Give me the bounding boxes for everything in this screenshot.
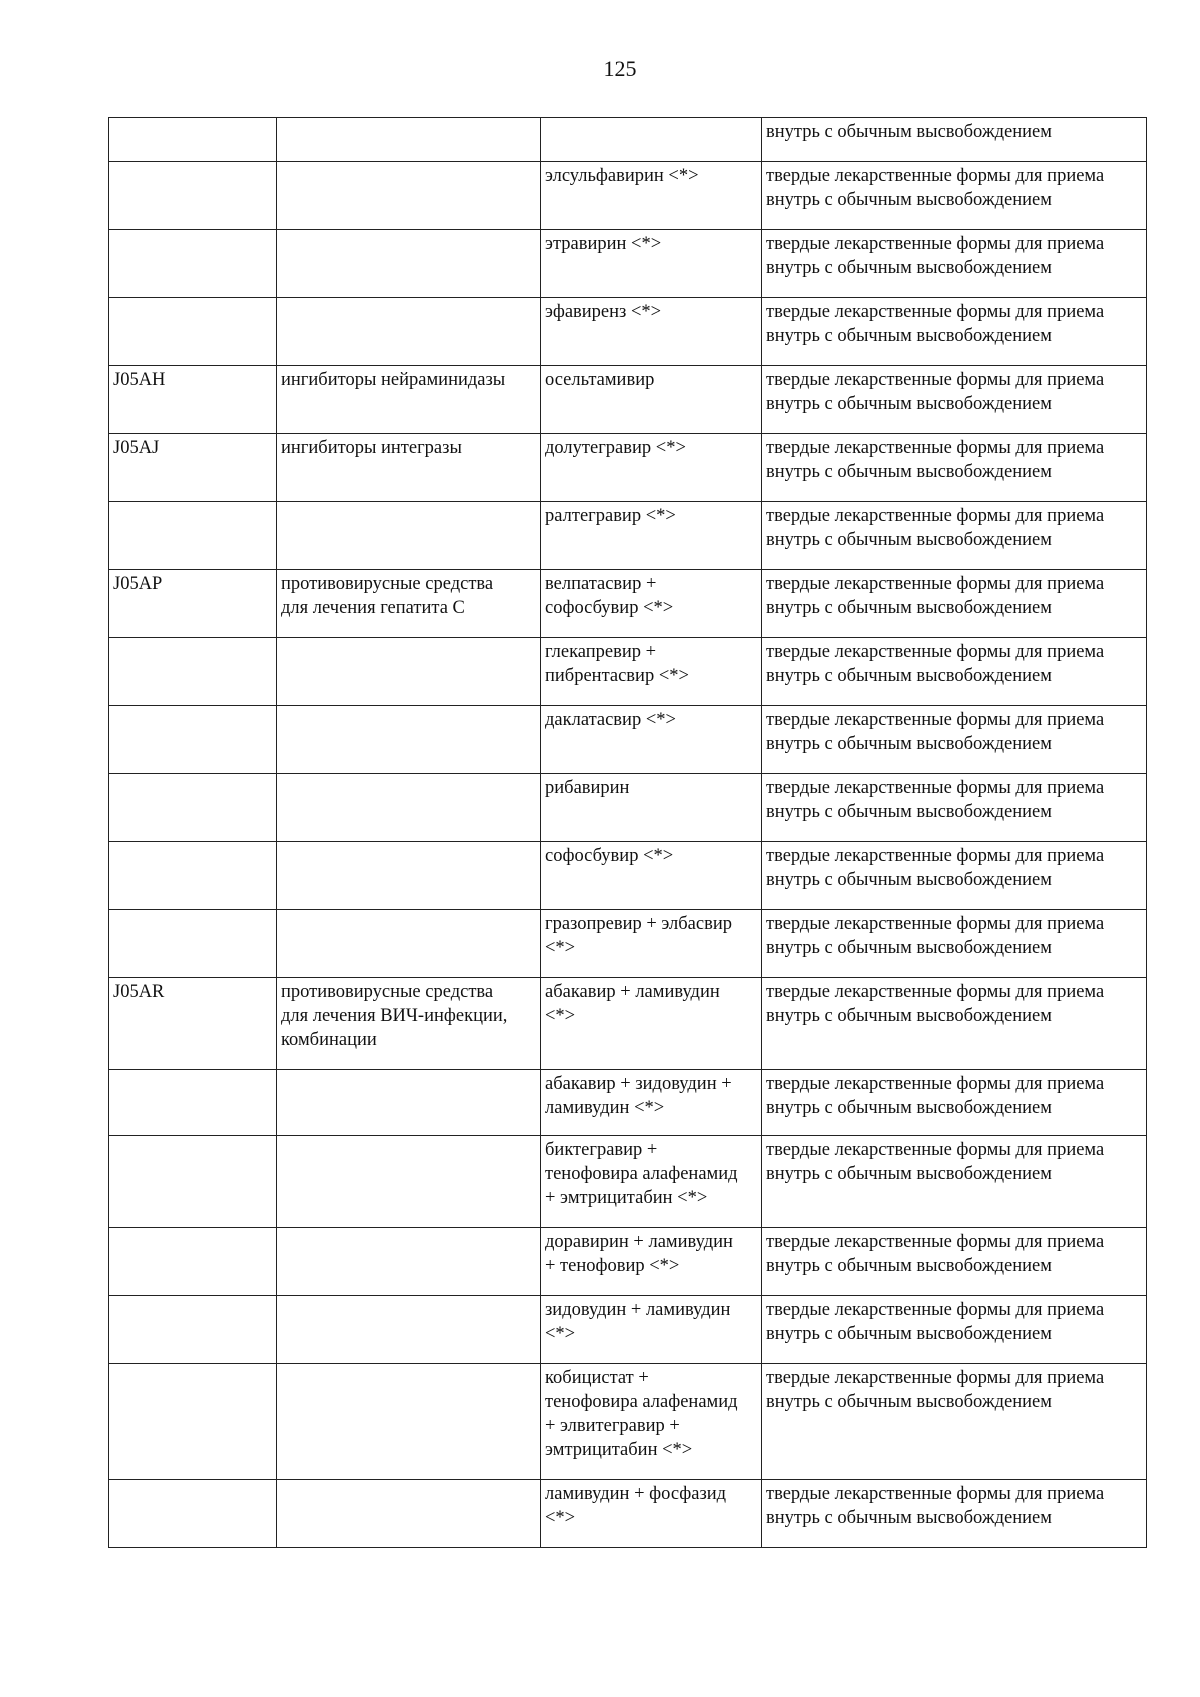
drug-name-cell <box>541 706 762 774</box>
dosage-form-cell-text: твердые лекарственные формы для приема внутрь с обычным высвобождением <box>766 1484 1105 1528</box>
drug-name-cell <box>541 1136 762 1228</box>
group-name-cell <box>277 502 541 570</box>
group-name-cell <box>277 118 541 162</box>
dosage-form-cell <box>762 298 1147 366</box>
dosage-form-cell <box>762 1480 1147 1548</box>
dosage-form-cell <box>762 1136 1147 1228</box>
dosage-form-cell-text: твердые лекарственные формы для приема внутрь с обычным высвобождением <box>766 574 1105 618</box>
dosage-form-cell <box>762 638 1147 706</box>
atc-code-cell-text: J05AP <box>113 574 163 594</box>
dosage-form-cell-text: твердые лекарственные формы для приема внутрь с обычным высвобождением <box>766 1232 1105 1276</box>
drug-name-cell <box>541 638 762 706</box>
group-name-cell-text: ингибиторы нейраминидазы <box>281 370 506 390</box>
table-body <box>109 118 1147 1548</box>
dosage-form-cell-text: твердые лекарственные формы для приема внутрь с обычным высвобождением <box>766 1368 1105 1412</box>
drug-name-cell-text: абакавир + зидовудин + ламивудин <*> <box>545 1074 732 1118</box>
atc-code-cell-text: J05AH <box>113 370 166 390</box>
atc-code-cell <box>109 230 277 298</box>
dosage-form-cell-text: твердые лекарственные формы для приема внутрь с обычным высвобождением <box>766 1300 1105 1344</box>
drug-name-cell <box>541 502 762 570</box>
group-name-cell <box>277 842 541 910</box>
group-name-cell-text: противовирусные средства для лечения гепатита С <box>281 574 494 618</box>
atc-code-cell <box>109 1136 277 1228</box>
drug-name-cell-text: элсульфавирин <*> <box>545 166 699 186</box>
dosage-form-cell-text: твердые лекарственные формы для приема внутрь с обычным высвобождением <box>766 982 1105 1026</box>
atc-code-cell <box>109 1364 277 1480</box>
table-row <box>109 570 1147 638</box>
drug-name-cell <box>541 230 762 298</box>
drug-name-cell <box>541 1480 762 1548</box>
group-name-cell <box>277 638 541 706</box>
atc-code-cell <box>109 434 277 502</box>
drug-name-cell-text: осельтамивир <box>545 370 655 390</box>
dosage-form-cell-text: твердые лекарственные формы для приема внутрь с обычным высвобождением <box>766 778 1105 822</box>
dosage-form-cell <box>762 366 1147 434</box>
atc-code-cell <box>109 118 277 162</box>
dosage-form-cell-text: твердые лекарственные формы для приема внутрь с обычным высвобождением <box>766 710 1105 754</box>
atc-code-cell <box>109 978 277 1070</box>
table-row <box>109 118 1147 162</box>
drug-name-cell-text: гразопревир + элбасвир <*> <box>545 914 732 958</box>
atc-code-cell <box>109 1296 277 1364</box>
dosage-form-cell <box>762 1296 1147 1364</box>
dosage-form-cell <box>762 1070 1147 1136</box>
drug-name-cell <box>541 434 762 502</box>
group-name-cell <box>277 1136 541 1228</box>
dosage-form-cell-text: твердые лекарственные формы для приема внутрь с обычным высвобождением <box>766 914 1105 958</box>
dosage-form-cell <box>762 502 1147 570</box>
dosage-form-cell-text: твердые лекарственные формы для приема внутрь с обычным высвобождением <box>766 302 1105 346</box>
dosage-form-cell-text: твердые лекарственные формы для приема внутрь с обычным высвобождением <box>766 1140 1105 1184</box>
atc-code-cell <box>109 570 277 638</box>
dosage-form-cell <box>762 570 1147 638</box>
group-name-cell <box>277 230 541 298</box>
group-name-cell <box>277 1480 541 1548</box>
drug-name-cell-text: софосбувир <*> <box>545 846 674 866</box>
dosage-form-cell <box>762 774 1147 842</box>
drug-name-cell-text: этравирин <*> <box>545 234 662 254</box>
atc-code-cell <box>109 366 277 434</box>
table-row <box>109 706 1147 774</box>
group-name-cell <box>277 910 541 978</box>
group-name-cell <box>277 1228 541 1296</box>
atc-code-cell <box>109 638 277 706</box>
drug-name-cell-text: биктегравир + тенофовира алафенамид + эмтрицитабин <*> <box>545 1140 738 1208</box>
group-name-cell <box>277 706 541 774</box>
group-name-cell <box>277 298 541 366</box>
group-name-cell-text: противовирусные средства для лечения ВИЧ-инфекции, комбинации <box>281 982 508 1050</box>
drug-name-cell <box>541 298 762 366</box>
drug-name-cell-text: рибавирин <box>545 778 630 798</box>
drug-name-cell-text: ралтегравир <*> <box>545 506 676 526</box>
drug-name-cell <box>541 162 762 230</box>
drug-name-cell <box>541 978 762 1070</box>
drug-name-cell-text: ламивудин + фосфазид <*> <box>545 1484 727 1528</box>
atc-code-cell-text: J05AJ <box>113 438 160 458</box>
dosage-form-cell <box>762 118 1147 162</box>
drug-name-cell-text: велпатасвир + софосбувир <*> <box>545 574 674 618</box>
group-name-cell <box>277 1364 541 1480</box>
group-name-cell <box>277 366 541 434</box>
atc-code-cell <box>109 774 277 842</box>
drug-name-cell <box>541 1070 762 1136</box>
drug-name-cell <box>541 1364 762 1480</box>
table-row <box>109 1480 1147 1548</box>
atc-code-cell <box>109 162 277 230</box>
group-name-cell-text: ингибиторы интегразы <box>281 438 462 458</box>
table-row <box>109 638 1147 706</box>
group-name-cell <box>277 1296 541 1364</box>
dosage-form-cell-text: твердые лекарственные формы для приема внутрь с обычным высвобождением <box>766 1074 1105 1118</box>
drug-name-cell-text: глекапревир + пибрентасвир <*> <box>545 642 689 686</box>
atc-code-cell <box>109 1070 277 1136</box>
dosage-form-cell <box>762 978 1147 1070</box>
table-row <box>109 1228 1147 1296</box>
dosage-form-cell <box>762 230 1147 298</box>
dosage-form-cell <box>762 842 1147 910</box>
drug-name-cell-text: даклатасвир <*> <box>545 710 676 730</box>
drug-name-cell <box>541 774 762 842</box>
table-row <box>109 434 1147 502</box>
table-row <box>109 1136 1147 1228</box>
table-row <box>109 1070 1147 1136</box>
atc-code-cell <box>109 910 277 978</box>
dosage-form-cell-text: твердые лекарственные формы для приема внутрь с обычным высвобождением <box>766 234 1105 278</box>
dosage-form-cell <box>762 162 1147 230</box>
drug-name-cell <box>541 366 762 434</box>
table-row <box>109 298 1147 366</box>
atc-code-cell <box>109 298 277 366</box>
atc-code-cell <box>109 842 277 910</box>
dosage-form-cell <box>762 1364 1147 1480</box>
drug-name-cell <box>541 118 762 162</box>
group-name-cell <box>277 434 541 502</box>
dosage-form-cell <box>762 1228 1147 1296</box>
dosage-form-cell <box>762 434 1147 502</box>
drug-table <box>108 117 1147 1548</box>
dosage-form-cell-text: твердые лекарственные формы для приема внутрь с обычным высвобождением <box>766 506 1105 550</box>
dosage-form-cell <box>762 706 1147 774</box>
drug-name-cell <box>541 1296 762 1364</box>
table-row <box>109 842 1147 910</box>
drug-name-cell-text: кобицистат + тенофовира алафенамид + элвитегравир + эмтрицитабин <*> <box>545 1368 738 1460</box>
group-name-cell <box>277 570 541 638</box>
table-row <box>109 774 1147 842</box>
atc-code-cell <box>109 1228 277 1296</box>
table-row <box>109 502 1147 570</box>
table-row <box>109 1364 1147 1480</box>
atc-code-cell <box>109 706 277 774</box>
atc-code-cell <box>109 1480 277 1548</box>
drug-name-cell-text: доравирин + ламивудин + тенофовир <*> <box>545 1232 733 1276</box>
group-name-cell <box>277 162 541 230</box>
dosage-form-cell <box>762 910 1147 978</box>
drug-name-cell <box>541 1228 762 1296</box>
group-name-cell <box>277 978 541 1070</box>
dosage-form-cell-text: твердые лекарственные формы для приема внутрь с обычным высвобождением <box>766 370 1105 414</box>
page-number: 125 <box>603 56 637 81</box>
table-row <box>109 366 1147 434</box>
dosage-form-cell-text: твердые лекарственные формы для приема внутрь с обычным высвобождением <box>766 642 1105 686</box>
dosage-form-cell-text: твердые лекарственные формы для приема внутрь с обычным высвобождением <box>766 846 1105 890</box>
group-name-cell <box>277 774 541 842</box>
dosage-form-cell-text: внутрь с обычным высвобождением <box>766 122 1052 142</box>
drug-name-cell <box>541 842 762 910</box>
group-name-cell <box>277 1070 541 1136</box>
atc-code-cell-text: J05AR <box>113 982 165 1002</box>
drug-name-cell-text: эфавиренз <*> <box>545 302 662 322</box>
drug-name-cell-text: абакавир + ламивудин <*> <box>545 982 720 1026</box>
drug-name-cell-text: долутегравир <*> <box>545 438 686 458</box>
table-row <box>109 230 1147 298</box>
drug-name-cell <box>541 910 762 978</box>
dosage-form-cell-text: твердые лекарственные формы для приема внутрь с обычным высвобождением <box>766 166 1105 210</box>
table-row <box>109 162 1147 230</box>
table-row <box>109 910 1147 978</box>
dosage-form-cell-text: твердые лекарственные формы для приема внутрь с обычным высвобождением <box>766 438 1105 482</box>
table-row <box>109 1296 1147 1364</box>
atc-code-cell <box>109 502 277 570</box>
drug-name-cell-text: зидовудин + ламивудин <*> <box>545 1300 731 1344</box>
table-row <box>109 978 1147 1070</box>
drug-name-cell <box>541 570 762 638</box>
